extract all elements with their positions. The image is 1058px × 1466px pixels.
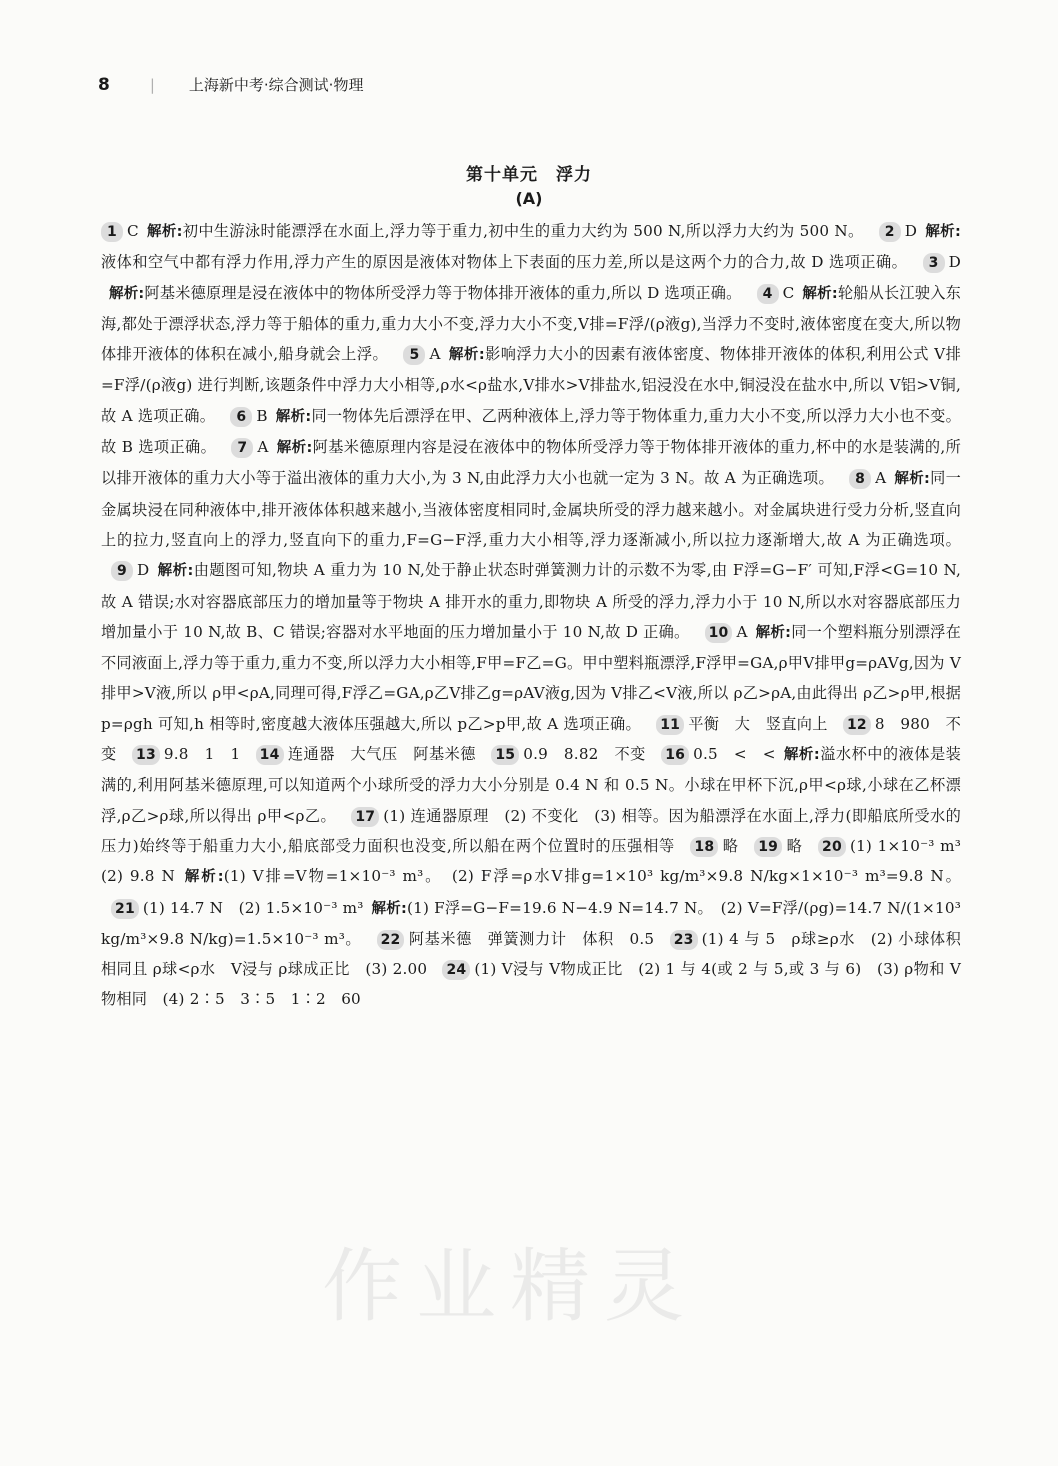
header-separator: | [149,75,155,94]
answer-choice: C [127,222,139,240]
answer-item [101,438,961,487]
answer-choice: D [904,222,918,240]
analysis-text: 由题图可知,物块 A 重力为 10 N,处于静止状态时弹簧测力计的示数不为零,由 F浮=G−F′ 可知,F浮<G=10 N,故 A 错误;水对容器底部压力的增加量等于物块 A 排开水的重力,即物块 A 所受的浮力,浮力小于 10 N,所以水对容器底部压力增加量小于 10 N,故 B、C 错误;容器对水平地面的压力增加量小于 10 N,故 D 正确。 [101,561,962,641]
question-number: 17 [351,807,379,827]
question-number: 24 [442,960,470,980]
page-header [98,74,363,95]
analysis-text: 阿基米德原理是浸在液体中的物体所受浮力等于物体排开液体的重力,所以 D 选项正确。 [144,283,742,302]
answer-item [744,837,802,855]
question-number: 7 [231,438,253,458]
analysis-text: 同一金属块浸在同种液体中,排开液体体积越来越小,当液体密度相同时,金属块所受的浮力越来越小。对金属块进行受力分析,竖直向上的拉力,竖直向上的浮力,竖直向下的重力,F=G−F浮,重力大小相等,浮力逐渐减小,所以拉力逐渐增大,故 A 为正确选项。 [101,469,962,549]
question-number: 2 [879,222,901,242]
answer-choice: (1) 连通器原理 (2) 不变化 (3) 相等。因为船漂浮在水面上,浮力(即船底所受水的压力)始终等于船重力大小,船底部受力面积也没变,所以船在两个位置时的压强相等 [101,806,962,855]
answer-choice: 0.9 8.82 不变 [523,745,646,764]
answer-choice: (1) 14.7 N (2) 1.5×10⁻³ m³ [142,898,364,917]
analysis-label: 解析: [448,347,485,364]
analysis-text: 初中生游泳时能漂浮在水面上,浮力等于重力,初中生的重力大约为 500 N,所以浮力大约为 500 N。 [182,222,864,240]
book-title: 上海新中考·综合测试·物理 [188,76,364,94]
question-number: 11 [656,715,684,735]
section-title: 第十单元 浮力 [466,165,592,185]
answer-choice: 0.5 < < [693,745,776,764]
analysis-label: 解析: [894,471,931,488]
answer-choice: 平衡 大 竖直向上 [688,714,828,733]
analysis-text: 液体和空气中都有浮力作用,浮力产生的原因是液体对物体上下表面的压力差,所以是这两个力的合力,故 D 选项正确。 [101,253,908,272]
question-number: 6 [230,407,252,427]
answer-choice: C [782,283,795,302]
answer-choice: 9.8 1 1 [163,745,241,764]
analysis-text: 阿基米德原理内容是浸在液体中的物体所受浮力等于物体排开液体的重力,杯中的水是装满的,所以排开液体的重力大小等于溢出液体的重力大小,为 3 N,由此浮力大小也就一定为 3 N。故 A 为正确选项。 [101,438,962,488]
question-number: 10 [705,623,733,643]
answer-item [646,715,828,733]
question-number: 15 [491,745,519,765]
analysis-text: (1) F浮=G−F=19.6 N−4.9 N=14.7 N。 (2) V=F浮/(ρg)=14.7 N/(1×10³ kg/m³×9.8 N/kg)=1.5×10⁻³ m³。 [101,898,961,948]
question-number: 23 [670,930,698,950]
answer-choice: 略 [722,836,739,855]
answer-choice: (1) V浸与 V物成正比 (2) 1 与 4(或 2 与 5,或 3 与 6) (3) ρ物和 V物相同 (4) 2∶5 3∶5 1∶2 60 [101,960,961,1009]
analysis-text: 轮船从长江驶入东海,都处于漂浮状态,浮力等于船体的重力,重力大小不变,浮力大小不变,V排=F浮/(ρ液g),当浮力不变时,液体密度在变大,所以物体排开液体的体积在减小,船身就会上浮。 [101,283,961,364]
answer-choice: (1) 4 与 5 ρ球≥ρ水 (2) 小球体积相同且 ρ球<ρ水 V浸与 ρ球成正比 (3) 2.00 [101,929,961,979]
question-number: 19 [754,837,782,857]
question-number: 22 [377,930,405,950]
answer-item [680,837,738,855]
answer-text [101,216,977,1015]
analysis-label: 解析: [802,285,838,302]
answer-choice: 连通器 大气压 阿基米德 [287,745,476,764]
question-number: 1 [101,222,123,242]
question-number: 14 [256,745,284,765]
analysis-label: 解析: [157,563,194,580]
section-subtitle: (A) [515,189,543,208]
analysis-label: 解析: [109,285,145,302]
question-number: 21 [111,899,139,919]
analysis-label: 解析: [182,869,224,886]
analysis-text: (1) V排=V物=1×10⁻³ m³。 (2) F浮=ρ水V排g=1×10³ kg/m³×9.8 N/kg×1×10⁻³ m³=9.8 N。 [223,867,961,886]
question-number: 18 [690,837,718,857]
question-number: 20 [818,837,846,857]
answer-choice: 8 980 不变 [101,714,961,764]
analysis-text: 同一个塑料瓶分别漂浮在不同液面上,浮力等于重力,重力不变,所以浮力大小相等,F甲=F乙=G。甲中塑料瓶漂浮,F浮甲=GA,ρ甲V排甲g=ρAVg,因为 V排甲>V液,所以 ρ甲<ρA,同理可得,F浮乙=GA,ρ乙V排乙g=ρAV液g,因为 V排乙<V液,所以 ρ乙>ρA,由此得出 ρ乙>ρ甲,根据 p=ρgh 可知,h 相等时,密度越大液体压强越大,所以 p乙>p甲,故 A 选项正确。 [101,622,961,733]
analysis-text: 同一物体先后漂浮在甲、乙两种液体上,浮力等于物体重力,重力大小不变,所以浮力大小也不变。故 B 选项正确。 [101,406,961,457]
question-number: 9 [111,561,133,581]
question-number: 16 [661,745,689,765]
question-number: 13 [132,745,160,765]
answer-choice: 略 [786,836,803,855]
answer-choice: 阿基米德 弹簧测力计 体积 0.5 [408,929,655,948]
answer-choice: A [429,345,441,364]
answer-item [101,222,864,240]
answer-choice: D [137,561,150,580]
analysis-label: 解析: [755,624,792,641]
question-number: 5 [403,345,425,365]
answer-item [367,930,655,948]
analysis-label: 解析: [783,747,820,764]
answer-choice: B [256,406,268,425]
question-number: 12 [843,715,871,735]
answer-choice: A [736,622,748,641]
analysis-label: 解析: [146,224,183,240]
answer-choice: A [257,438,269,457]
answer-item [246,745,476,763]
page-number: 8 [98,74,110,95]
analysis-label: 解析: [276,440,313,457]
watermark: 作业精灵 [322,1240,698,1333]
answer-choice: D [948,253,961,272]
answer-item [481,745,646,763]
analysis-label: 解析: [371,900,407,917]
analysis-text: 溢水杯中的液体是装满的,利用阿基米德原理,可以知道两个小球所受的浮力大小分别是 0.4 N 和 0.5 N。小球在甲杯下沉,ρ甲<ρ球,小球在乙杯漂浮,ρ乙>ρ球,所以得出 ρ甲<ρ乙。 [101,745,962,825]
analysis-label: 解析: [275,408,312,425]
question-number: 3 [923,253,945,273]
answer-item [122,745,240,763]
question-number: 4 [757,284,779,304]
answer-choice: A [875,469,887,488]
analysis-text: 影响浮力大小的因素有液体密度、物体排开液体的体积,利用公式 V排=F浮/(ρ液g) 进行判断,该题条件中浮力大小相等,ρ水<ρ盐水,V排水>V排盐水,铝浸没在水中,铜浸没在盐水中,所以 V铝>V铜,故 A 选项正确。 [101,345,961,425]
question-number: 8 [849,469,871,489]
analysis-label: 解析: [925,224,962,240]
answer-choice: (1) 1×10⁻³ m³ (2) 9.8 N [101,836,977,886]
